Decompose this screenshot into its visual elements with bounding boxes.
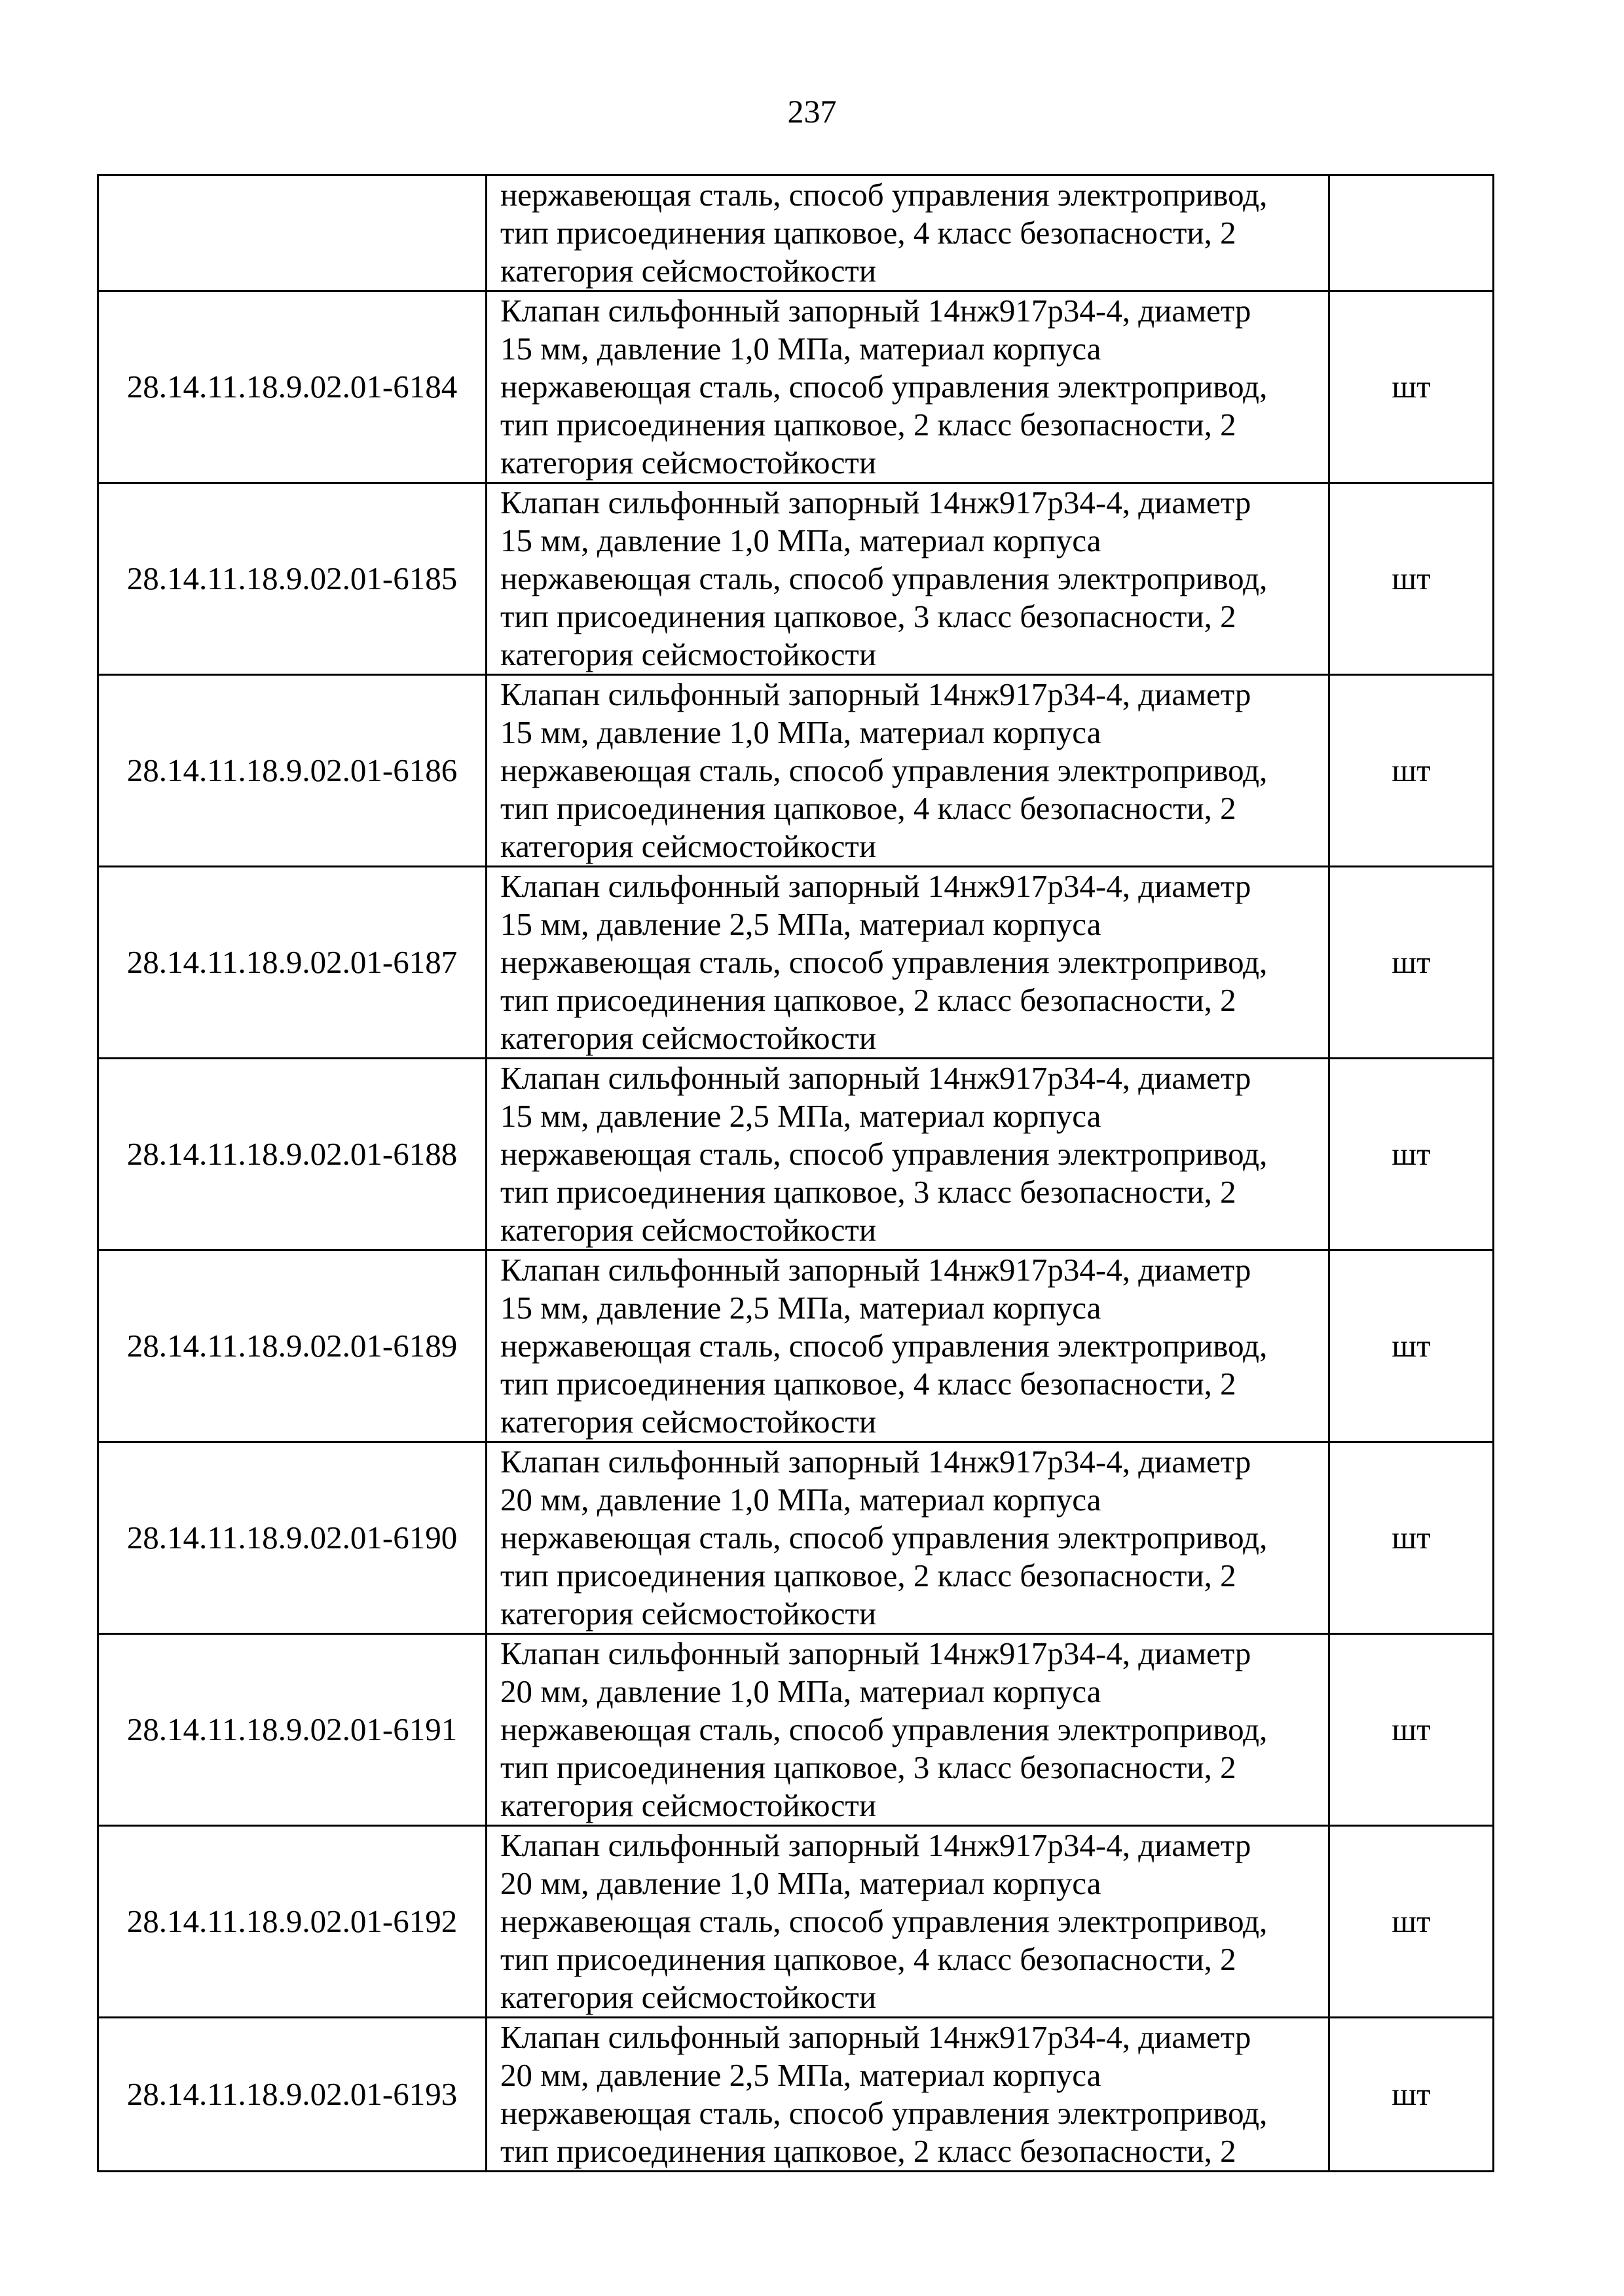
code-cell: 28.14.11.18.9.02.01-6191 xyxy=(98,1634,487,1826)
code-cell xyxy=(98,175,487,291)
table-row xyxy=(98,175,1494,291)
description-cell: Клапан сильфонный запорный 14нж917р34-4, диаметр 15 мм, давление 2,5 МПа, материал корпуса нержавеющая сталь, способ управления электропривод, тип присоединения цапковое, 4 класс безопасности, 2 категория сейсмостойкости xyxy=(487,1250,1329,1442)
unit-cell: шт xyxy=(1329,291,1494,483)
table-row xyxy=(98,867,1494,1059)
table-row xyxy=(98,1442,1494,1634)
unit-cell xyxy=(1329,175,1494,291)
table-row xyxy=(98,291,1494,483)
unit-cell: шт xyxy=(1329,1442,1494,1634)
table-row xyxy=(98,1250,1494,1442)
description-cell: Клапан сильфонный запорный 14нж917р34-4, диаметр 20 мм, давление 2,5 МПа, материал корпуса нержавеющая сталь, способ управления электропривод, тип присоединения цапковое, 2 класс безопасности, 2 xyxy=(487,2018,1329,2172)
table-row xyxy=(98,1059,1494,1250)
description-cell: Клапан сильфонный запорный 14нж917р34-4, диаметр 15 мм, давление 1,0 МПа, материал корпуса нержавеющая сталь, способ управления электропривод, тип присоединения цапковое, 3 класс безопасности, 2 категория сейсмостойкости xyxy=(487,483,1329,675)
code-cell: 28.14.11.18.9.02.01-6184 xyxy=(98,291,487,483)
unit-cell: шт xyxy=(1329,867,1494,1059)
unit-cell: шт xyxy=(1329,1634,1494,1826)
description-cell: Клапан сильфонный запорный 14нж917р34-4, диаметр 20 мм, давление 1,0 МПа, материал корпуса нержавеющая сталь, способ управления электропривод, тип присоединения цапковое, 3 класс безопасности, 2 категория сейсмостойкости xyxy=(487,1634,1329,1826)
description-cell: Клапан сильфонный запорный 14нж917р34-4, диаметр 15 мм, давление 1,0 МПа, материал корпуса нержавеющая сталь, способ управления электропривод, тип присоединения цапковое, 4 класс безопасности, 2 категория сейсмостойкости xyxy=(487,675,1329,867)
code-cell: 28.14.11.18.9.02.01-6187 xyxy=(98,867,487,1059)
description-cell: Клапан сильфонный запорный 14нж917р34-4, диаметр 20 мм, давление 1,0 МПа, материал корпуса нержавеющая сталь, способ управления электропривод, тип присоединения цапковое, 4 класс безопасности, 2 категория сейсмостойкости xyxy=(487,1826,1329,2018)
code-cell: 28.14.11.18.9.02.01-6186 xyxy=(98,675,487,867)
page-number: 237 xyxy=(787,93,837,130)
code-cell: 28.14.11.18.9.02.01-6185 xyxy=(98,483,487,675)
unit-cell: шт xyxy=(1329,1826,1494,2018)
code-cell: 28.14.11.18.9.02.01-6193 xyxy=(98,2018,487,2172)
table-row xyxy=(98,675,1494,867)
unit-cell: шт xyxy=(1329,483,1494,675)
description-cell: нержавеющая сталь, способ управления электропривод, тип присоединения цапковое, 4 класс безопасности, 2 категория сейсмостойкости xyxy=(487,175,1329,291)
table-row xyxy=(98,483,1494,675)
unit-cell: шт xyxy=(1329,1250,1494,1442)
code-cell: 28.14.11.18.9.02.01-6189 xyxy=(98,1250,487,1442)
unit-cell: шт xyxy=(1329,2018,1494,2172)
resource-table xyxy=(97,174,1494,2172)
code-cell: 28.14.11.18.9.02.01-6192 xyxy=(98,1826,487,2018)
unit-cell: шт xyxy=(1329,1059,1494,1250)
code-cell: 28.14.11.18.9.02.01-6188 xyxy=(98,1059,487,1250)
unit-cell: шт xyxy=(1329,675,1494,867)
code-cell: 28.14.11.18.9.02.01-6190 xyxy=(98,1442,487,1634)
description-cell: Клапан сильфонный запорный 14нж917р34-4, диаметр 15 мм, давление 1,0 МПа, материал корпуса нержавеющая сталь, способ управления электропривод, тип присоединения цапковое, 2 класс безопасности, 2 категория сейсмостойкости xyxy=(487,291,1329,483)
table-row xyxy=(98,2018,1494,2172)
table-row xyxy=(98,1826,1494,2018)
description-cell: Клапан сильфонный запорный 14нж917р34-4, диаметр 15 мм, давление 2,5 МПа, материал корпуса нержавеющая сталь, способ управления электропривод, тип присоединения цапковое, 2 класс безопасности, 2 категория сейсмостойкости xyxy=(487,867,1329,1059)
table-row xyxy=(98,1634,1494,1826)
description-cell: Клапан сильфонный запорный 14нж917р34-4, диаметр 15 мм, давление 2,5 МПа, материал корпуса нержавеющая сталь, способ управления электропривод, тип присоединения цапковое, 3 класс безопасности, 2 категория сейсмостойкости xyxy=(487,1059,1329,1250)
description-cell: Клапан сильфонный запорный 14нж917р34-4, диаметр 20 мм, давление 1,0 МПа, материал корпуса нержавеющая сталь, способ управления электропривод, тип присоединения цапковое, 2 класс безопасности, 2 категория сейсмостойкости xyxy=(487,1442,1329,1634)
